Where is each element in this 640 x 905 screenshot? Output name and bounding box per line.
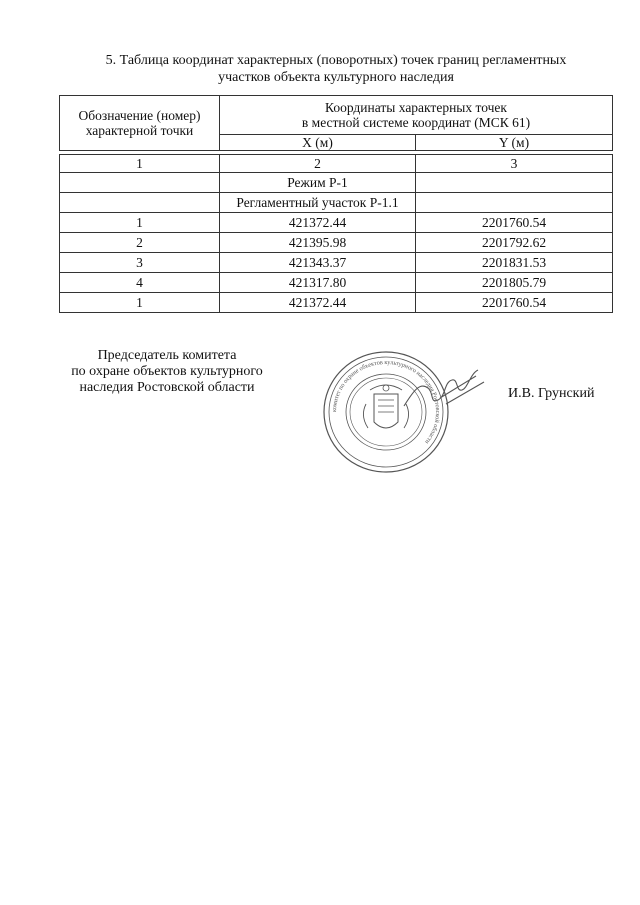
column-number-1: 1 [60, 155, 220, 173]
x-coordinate: 421343.37 [220, 253, 416, 273]
point-number: 1 [60, 213, 220, 233]
position-line-2: по охране объектов культурного [71, 364, 263, 379]
document-title [60, 52, 612, 86]
regime-row [60, 173, 613, 193]
regime-row-empty-1 [60, 173, 220, 193]
coordinates-header [220, 96, 613, 135]
point-number: 1 [60, 293, 220, 313]
y-column-header: Y (м) [416, 135, 613, 151]
section-row-empty-2 [416, 193, 613, 213]
coordinates-body-table [59, 154, 613, 313]
title-line-2: участков объекта культурного наследия [218, 70, 454, 85]
point-designation-header [60, 96, 220, 151]
table-row [60, 273, 613, 293]
point-header-line-1: Обозначение (номер) [78, 108, 201, 123]
coordinates-header-line-1: Координаты характерных точек [325, 100, 507, 115]
position-line-1: Председатель комитета [97, 348, 237, 363]
title-line-1: 5. Таблица координат характерных (поворотных) точек границ регламентных [105, 53, 567, 68]
point-number: 4 [60, 273, 220, 293]
signatory-name: И.В. Грунский [508, 386, 595, 401]
point-header-line-2: характерной точки [85, 123, 194, 138]
column-number-row [60, 155, 613, 173]
regime-row-empty-2 [416, 173, 613, 193]
handwritten-signature [400, 360, 490, 420]
x-coordinate: 421395.98 [220, 233, 416, 253]
table-row [60, 233, 613, 253]
table-row [60, 253, 613, 273]
section-label: Регламентный участок Р-1.1 [220, 193, 416, 213]
point-number: 3 [60, 253, 220, 273]
x-coordinate: 421372.44 [220, 213, 416, 233]
column-number-2: 2 [220, 155, 416, 173]
coordinates-header-line-2: в местной системе координат (МСК 61) [301, 115, 531, 130]
y-coordinate: 2201792.62 [416, 233, 613, 253]
section-row-empty-1 [60, 193, 220, 213]
point-number: 2 [60, 233, 220, 253]
table-row [60, 293, 613, 313]
position-line-3: наследия Ростовской области [79, 380, 255, 395]
x-coordinate: 421317.80 [220, 273, 416, 293]
regime-label: Режим Р-1 [220, 173, 416, 193]
x-coordinate: 421372.44 [220, 293, 416, 313]
y-coordinate: 2201831.53 [416, 253, 613, 273]
column-number-3: 3 [416, 155, 613, 173]
signatory-position [58, 348, 276, 396]
y-coordinate: 2201760.54 [416, 293, 613, 313]
section-row [60, 193, 613, 213]
seal-text: комитет по охране объектов культурного наследия Ростовской области [330, 358, 442, 446]
y-coordinate: 2201760.54 [416, 213, 613, 233]
table-row [60, 213, 613, 233]
y-coordinate: 2201805.79 [416, 273, 613, 293]
x-column-header: X (м) [220, 135, 416, 151]
coordinates-header-table [59, 95, 613, 151]
